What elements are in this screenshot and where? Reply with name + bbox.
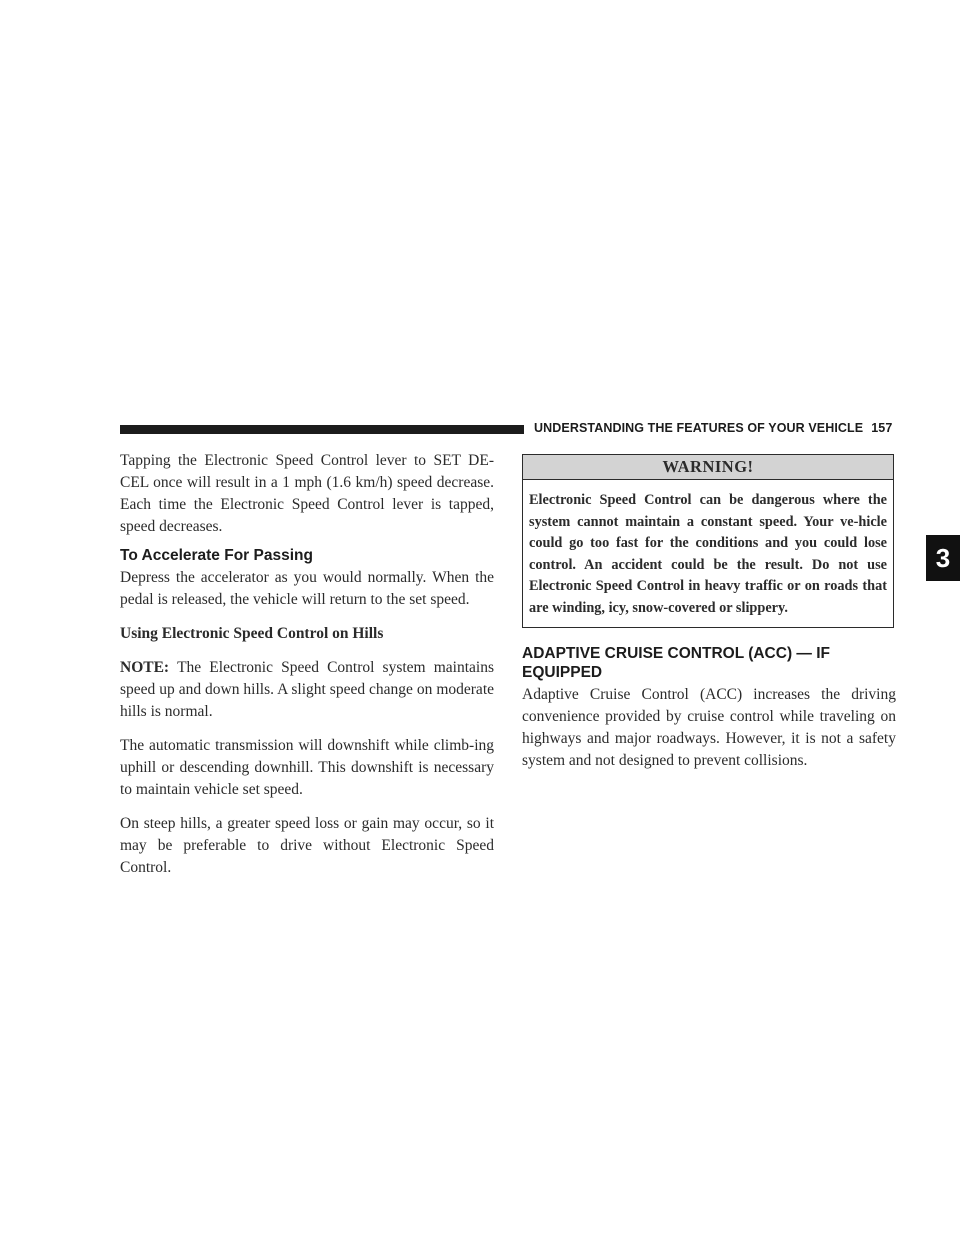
paragraph-downshift: The automatic transmission will downshift while climb-ing uphill or descending downhill. This downshift is necessary to maintain vehicle set speed. [120,737,494,798]
left-column [120,450,494,879]
heading-hills: Using Electronic Speed Control on Hills [120,625,384,642]
right-column [522,450,896,772]
paragraph-accelerate: Depress the accelerator as you would normally. When the pedal is released, the vehicle will return to the set speed. [120,569,494,608]
header-title: UNDERSTANDING THE FEATURES OF YOUR VEHICLE [534,421,864,435]
chapter-tab: 3 [926,535,960,581]
heading-acc-line1: ADAPTIVE CRUISE CONTROL (ACC) — IF [522,645,830,662]
paragraph-steep-hills: On steep hills, a greater speed loss or gain may occur, so it may be preferable to drive without Electronic Speed Control. [120,815,494,876]
paragraph-set-decel: Tapping the Electronic Speed Control lever to SET DE-CEL once will result in a 1 mph (1.6 km/h) speed decrease. Each time the Electronic Speed Control lever is tapped, speed decreases. [120,452,494,535]
note-paragraph [120,657,494,723]
warning-box [522,454,894,628]
warning-text: Electronic Speed Control can be dangerous where the system cannot maintain a constant speed. Your ve-hicle could go too fast for the conditions and you could lose control. An accident could be the result. Do not use Electronic Speed Control in heavy traffic or on roads that are winding, icy, snow-covered or slippery. [529,492,887,616]
paragraph-acc: Adaptive Cruise Control (ACC) increases the driving convenience provided by cruise control while traveling on highways and major roadways. However, it is not a safety system and not designed to prevent collisions. [522,686,896,769]
running-header [534,421,904,435]
page-number: 157 [871,421,893,435]
warning-title: WARNING! [523,455,893,480]
heading-acc-line2: EQUIPPED [522,664,603,681]
heading-adaptive-cruise-control [522,644,896,682]
note-label: NOTE: [120,659,170,676]
header-rule [120,425,524,434]
note-text: The Electronic Speed Control system maintains speed up and down hills. A slight speed change on moderate hills is normal. [120,659,494,720]
heading-accelerate-for-passing: To Accelerate For Passing [120,547,313,564]
